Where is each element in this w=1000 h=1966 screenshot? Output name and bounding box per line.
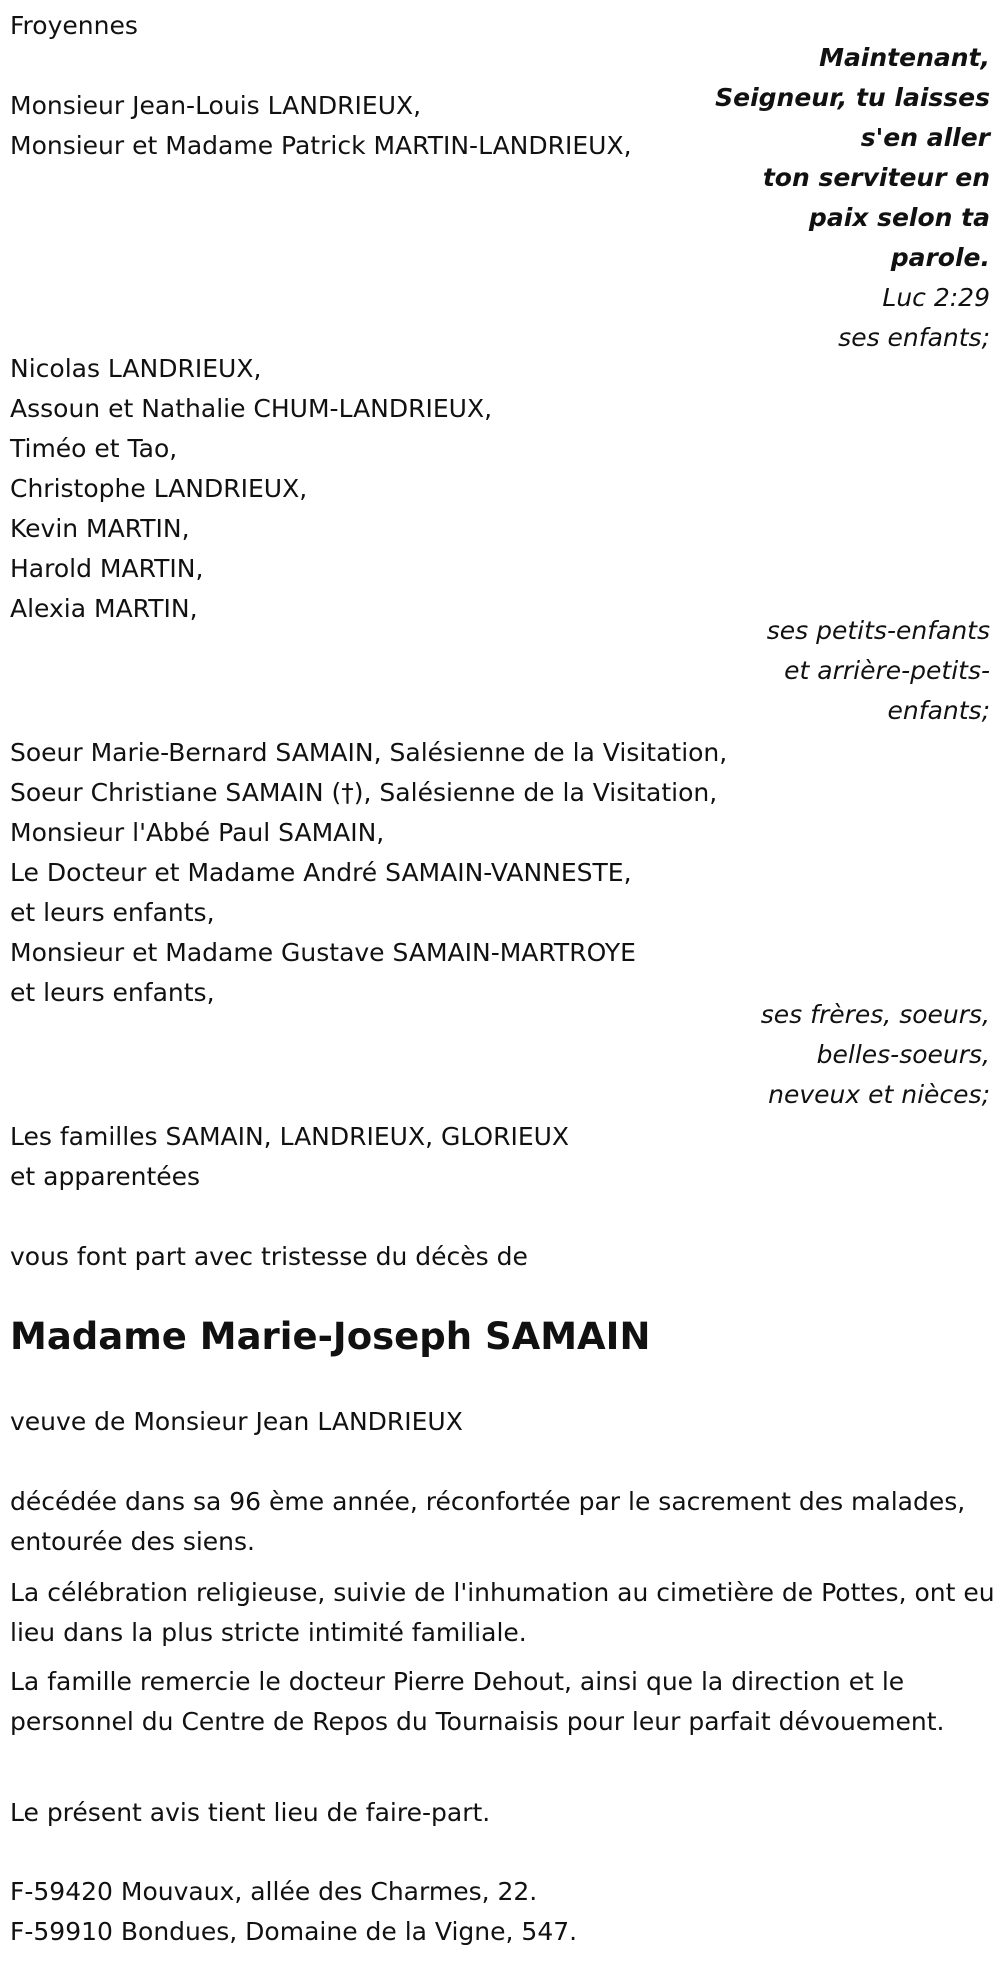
paragraph-death: décédée dans sa 96 ème année, réconfortée par le sacrement des malades, entourée des siens. — [10, 1487, 966, 1556]
name-line: Nicolas LANDRIEUX, — [10, 354, 262, 383]
addresses — [10, 1872, 577, 1952]
name-line: Assoun et Nathalie CHUM-LANDRIEUX, — [10, 394, 493, 423]
verse-reference: Luc 2:29 — [882, 283, 990, 312]
role-line: et arrière-petits- — [784, 656, 990, 685]
siblings-role — [761, 995, 990, 1115]
verse-line: ton serviteur en — [762, 163, 990, 192]
name-line: Le Docteur et Madame André SAMAIN-VANNESTE, — [10, 858, 632, 887]
role-line: neveux et nièces; — [768, 1080, 990, 1109]
grandchildren-names — [10, 349, 492, 629]
paragraph-thanks: La famille remercie le docteur Pierre Dehout, ainsi que la direction et le personnel du Centre de Repos du Tournaisis pour leur parfait dévouement. — [10, 1667, 945, 1736]
name-line: Harold MARTIN, — [10, 554, 204, 583]
name-line: Kevin MARTIN, — [10, 514, 190, 543]
bible-verse — [715, 38, 990, 358]
name-line: et leurs enfants, — [10, 898, 215, 927]
name-line: Soeur Marie-Bernard SAMAIN, Salésienne de la Visitation, — [10, 738, 728, 767]
name-line: Monsieur et Madame Patrick MARTIN-LANDRIEUX, — [10, 131, 632, 160]
family-line: Les familles SAMAIN, LANDRIEUX, GLORIEUX — [10, 1122, 570, 1151]
name-line: Monsieur l'Abbé Paul SAMAIN, — [10, 818, 385, 847]
role-line: ses frères, soeurs, — [760, 1000, 990, 1029]
name-line: Alexia MARTIN, — [10, 594, 198, 623]
role-line: enfants; — [887, 696, 990, 725]
address-line: F-59910 Bondues, Domaine de la Vigne, 547. — [10, 1917, 578, 1946]
announcement: vous font part avec tristesse du décès de — [10, 1242, 528, 1271]
verse-line: parole. — [890, 243, 990, 272]
children-names — [10, 86, 632, 166]
role-line: belles-soeurs, — [816, 1040, 990, 1069]
name-line: Christophe LANDRIEUX, — [10, 474, 308, 503]
name-line: Timéo et Tao, — [10, 434, 178, 463]
location: Froyennes — [10, 11, 138, 40]
name-line: Monsieur Jean-Louis LANDRIEUX, — [10, 91, 422, 120]
deceased-name: Madame Marie-Joseph SAMAIN — [10, 1315, 651, 1358]
role-line: ses petits-enfants — [766, 616, 990, 645]
families — [10, 1117, 569, 1197]
family-line: et apparentées — [10, 1162, 201, 1191]
verse-line: s'en aller — [860, 123, 990, 152]
siblings-names — [10, 733, 727, 1013]
children-role: ses enfants; — [838, 323, 990, 352]
paragraph-ceremony: La célébration religieuse, suivie de l'inhumation au cimetière de Pottes, ont eu lieu dans la plus stricte intimité familiale. — [10, 1578, 995, 1647]
address-line: F-59420 Mouvaux, allée des Charmes, 22. — [10, 1877, 538, 1906]
name-line: et leurs enfants, — [10, 978, 215, 1007]
paragraph-notice: Le présent avis tient lieu de faire-part. — [10, 1798, 491, 1827]
grandchildren-role — [767, 611, 990, 731]
name-line: Monsieur et Madame Gustave SAMAIN-MARTROYE — [10, 938, 636, 967]
verse-line: Maintenant, — [819, 43, 990, 72]
verse-line: Seigneur, tu laisses — [715, 83, 990, 112]
name-line: Soeur Christiane SAMAIN (†), Salésienne de la Visitation, — [10, 778, 718, 807]
verse-line: paix selon ta — [808, 203, 990, 232]
widow-of: veuve de Monsieur Jean LANDRIEUX — [10, 1407, 463, 1436]
